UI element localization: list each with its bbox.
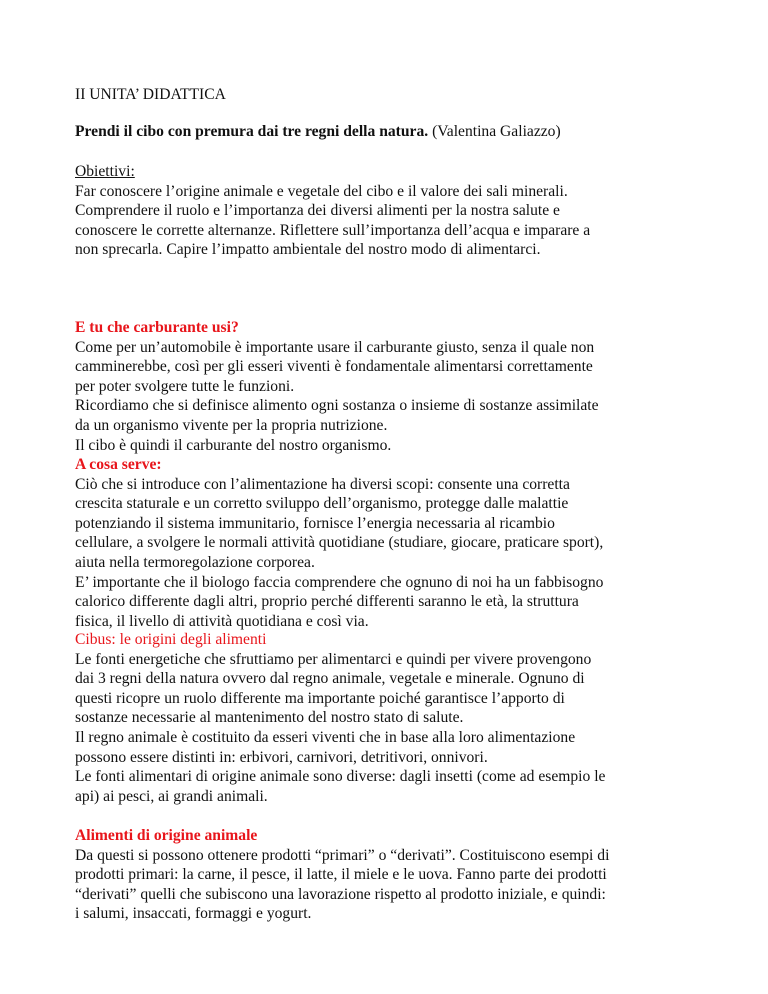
lesson-title-line	[75, 122, 561, 142]
unit-title-text: II UNITA’ DIDATTICA	[75, 86, 226, 103]
paragraph-line: E’ importante che il biologo faccia comprendere che ognuno di noi ha un fabbisogno	[75, 573, 604, 591]
objectives-heading: Obiettivi:	[75, 163, 135, 180]
paragraph-line: per poter svolgere tutte le funzioni.	[75, 377, 295, 395]
paragraph-line: Le fonti alimentari di origine animale sono diverse: dagli insetti (come ad esempio le	[75, 768, 606, 786]
objectives-section	[75, 162, 590, 260]
paragraph-line: non sprecarla. Capire l’impatto ambientale del nostro modo di alimentarci.	[75, 241, 541, 259]
paragraph-line: Il regno animale è costituito da esseri viventi che in base alla loro alimentazione	[75, 728, 576, 746]
paragraph-line: calorico differente dagli altri, proprio perché differenti saranno le età, la struttura	[75, 593, 579, 611]
animal-foods-section	[75, 826, 609, 924]
lesson-title-text: Prendi il cibo con premura dai tre regni della natura.	[75, 123, 429, 140]
lesson-author: (Valentina Galiazzo)	[428, 123, 561, 140]
paragraph-line: Le fonti energetiche che sfruttiamo per alimentarci e quindi per vivere provengono	[75, 650, 592, 668]
paragraph-line: potenziando il sistema immunitario, fornisce l’energia necessaria al ricambio	[75, 514, 555, 532]
fuel-section	[75, 318, 599, 455]
paragraph-line: camminerebbe, così per gli esseri viventi è fondamentale alimentarsi correttamente	[75, 358, 593, 376]
lesson-title	[75, 122, 561, 142]
paragraph-line: “derivati” quelli che subiscono una lavorazione rispetto al prodotto iniziale, e quindi:	[75, 885, 606, 903]
paragraph-line: crescita staturale e un corretto sviluppo dell’organismo, protegge dalle malattie	[75, 495, 569, 513]
paragraph-line: Come per un’automobile è importante usare il carburante giusto, senza il quale non	[75, 338, 595, 356]
paragraph-line: Comprendere il ruolo e l’importanza dei diversi alimenti per la nostra salute e	[75, 202, 560, 220]
paragraph-line: cellulare, a svolgere le normali attività quotidiane (studiare, giocare, praticare sport),	[75, 534, 604, 552]
paragraph-line: Ciò che si introduce con l’alimentazione ha diversi scopi: consente una corretta	[75, 475, 570, 493]
origins-section	[75, 630, 605, 806]
paragraph-line: Far conoscere l’origine animale e vegetale del cibo e il valore dei sali minerali.	[75, 182, 568, 200]
paragraph-line: questi ricopre un ruolo differente ma importante poiché garantisce l’apporto di	[75, 689, 565, 707]
paragraph-line: fisica, il livello di attività quotidiana e così via.	[75, 612, 369, 630]
paragraph-line: dai 3 regni della natura ovvero dal regno animale, vegetale e minerale. Ognuno di	[75, 670, 585, 688]
paragraph-line: conoscere le corrette alternanze. Riflettere sull’importanza dell’acqua e imparare a	[75, 221, 591, 239]
paragraph-line: da un organismo vivente per la propria nutrizione.	[75, 416, 388, 434]
unit-title	[75, 85, 226, 105]
animal-foods-heading: Alimenti di origine animale	[75, 827, 258, 844]
paragraph-line: api) ai pesci, ai grandi animali.	[75, 787, 268, 805]
purpose-section	[75, 455, 603, 631]
fuel-heading: E tu che carburante usi?	[75, 319, 239, 336]
paragraph-line: possono essere distinti in: erbivori, carnivori, detritivori, onnivori.	[75, 748, 488, 766]
purpose-heading: A cosa serve:	[75, 456, 162, 473]
paragraph-line: aiuta nella termoregolazione corporea.	[75, 553, 315, 571]
paragraph-line: sostanze necessarie al mantenimento del nostro stato di salute.	[75, 709, 464, 727]
paragraph-line: Il cibo è quindi il carburante del nostro organismo.	[75, 436, 392, 454]
paragraph-line: prodotti primari: la carne, il pesce, il latte, il miele e le uova. Fanno parte dei prodotti	[75, 866, 607, 884]
origins-heading: Cibus: le origini degli alimenti	[75, 631, 267, 648]
paragraph-line: i salumi, insaccati, formaggi e yogurt.	[75, 905, 312, 923]
paragraph-line: Ricordiamo che si definisce alimento ogni sostanza o insieme di sostanze assimilate	[75, 397, 599, 415]
paragraph-line: Da questi si possono ottenere prodotti “primari” o “derivati”. Costituiscono esempi di	[75, 846, 610, 864]
